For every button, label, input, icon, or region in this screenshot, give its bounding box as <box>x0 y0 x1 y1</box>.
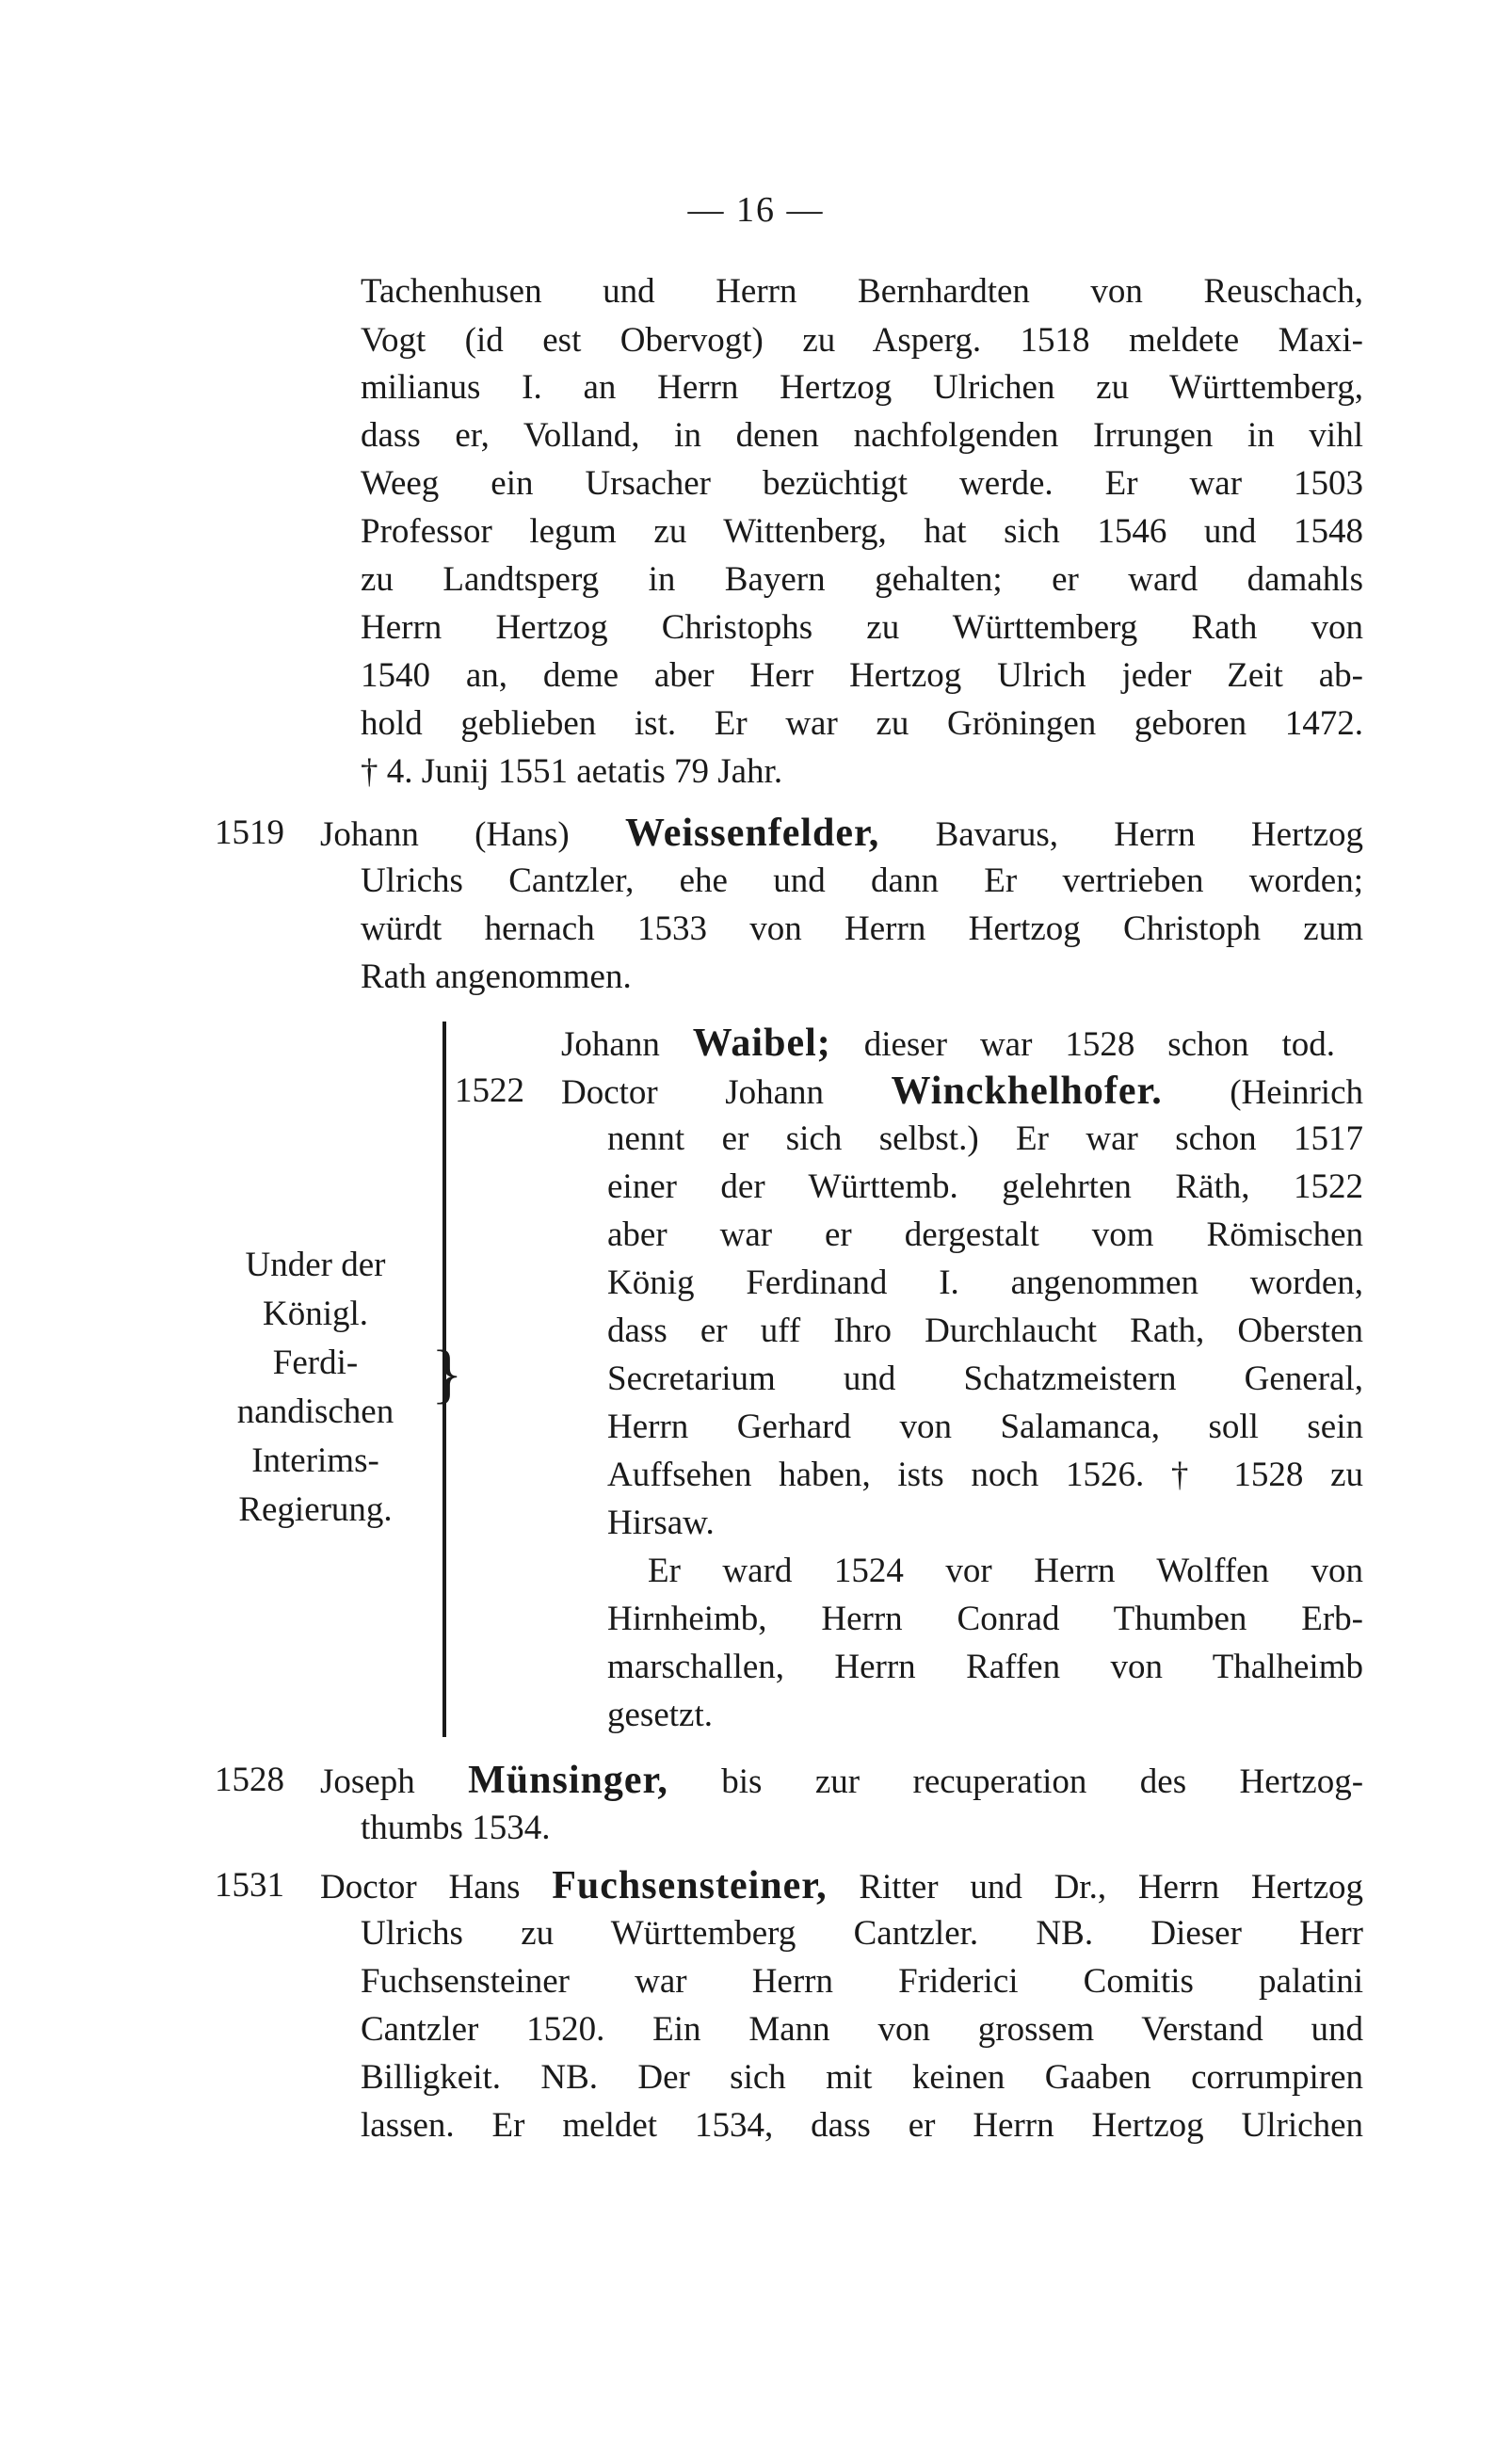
entry-post: (Heinrich <box>1230 1073 1364 1112</box>
text-line: Er ward 1524 vor Herrn Wolffen von <box>648 1552 1363 1590</box>
sidenote-line: Regierung. <box>238 1490 393 1529</box>
sidenote-line: Ferdi- <box>272 1344 359 1382</box>
text-line: thumbs 1534. <box>361 1809 551 1847</box>
entry-name: Waibel; <box>692 1022 831 1065</box>
entry-first-line <box>561 1068 1363 1117</box>
text-line: dass er uff Ihro Durchlaucht Rath, Obersten <box>607 1311 1363 1350</box>
entry-first-line <box>320 1757 1363 1806</box>
sidenote-line: Königl. <box>262 1295 369 1333</box>
text-line: gesetzt. <box>607 1696 713 1734</box>
text-line: 1540 an, deme aber Herr Hertzog Ulrich jeder Zeit ab- <box>361 656 1363 695</box>
text-line: aber war er dergestalt vom Römischen <box>607 1215 1363 1254</box>
text-line: nennt er sich selbst.) Er war schon 1517 <box>607 1119 1363 1158</box>
text-line: Cantzler 1520. Ein Mann von grossem Verstand und <box>361 2010 1363 2049</box>
entry-first-line <box>320 1862 1363 1911</box>
page-number: — 16 — <box>687 190 825 230</box>
entry-post: Ritter und Dr., Herrn Hertzog <box>859 1868 1364 1907</box>
text-line: zu Landtsperg in Bayern gehalten; er ward damahls <box>361 560 1363 599</box>
text-line: Herrn Hertzog Christophs zu Württemberg Rath von <box>361 608 1363 647</box>
text-line: lassen. Er meldet 1534, dass er Herrn Hertzog Ulrichen <box>361 2106 1363 2145</box>
text-line: Professor legum zu Wittenberg, hat sich 1546 und 1548 <box>361 512 1363 551</box>
text-line: Hirnheimb, Herrn Conrad Thumben Erb- <box>607 1600 1363 1638</box>
text-line: Weeg ein Ursacher bezüchtigt werde. Er war 1503 <box>361 464 1363 503</box>
text-line: Ulrichs zu Württemberg Cantzler. NB. Dieser Herr <box>361 1914 1363 1953</box>
text-line: † 4. Junij 1551 aetatis 79 Jahr. <box>361 752 783 791</box>
entry-post: bis zur recuperation des Hertzog- <box>721 1762 1364 1801</box>
sidenote-line: nandischen <box>236 1392 394 1431</box>
text-line: Auffsehen haben, ists noch 1526. † 1528 zu <box>607 1456 1363 1494</box>
entry-post: dieser war 1528 schon tod. <box>863 1025 1336 1064</box>
text-line: Fuchsensteiner war Herrn Friderici Comitis palatini <box>361 1962 1363 2001</box>
entry-pre: Doctor Hans <box>320 1868 521 1907</box>
entry-pre: Johann (Hans) <box>320 815 570 854</box>
text-line: einer der Württemb. gelehrten Räth, 1522 <box>607 1167 1363 1206</box>
entry-pre: Johann <box>561 1025 660 1064</box>
entry-first-line <box>561 1020 1335 1069</box>
text-line: Ulrichs Cantzler, ehe und dann Er vertrieben worden; <box>361 861 1363 900</box>
entry-pre: Doctor Johann <box>561 1073 825 1112</box>
entry-name: Fuchsensteiner, <box>552 1864 828 1907</box>
text-line: marschallen, Herrn Raffen von Thalheimb <box>607 1648 1363 1686</box>
entry-pre: Joseph <box>320 1762 415 1801</box>
entry-name: Münsinger, <box>468 1759 668 1802</box>
text-line: hold geblieben ist. Er war zu Gröningen geboren 1472. <box>361 704 1363 743</box>
entry-name: Winckhelhofer. <box>891 1070 1163 1113</box>
entry-name: Weissenfelder, <box>625 812 880 855</box>
entry-post: Bavarus, Herrn Hertzog <box>935 815 1364 854</box>
text-line: Billigkeit. NB. Der sich mit keinen Gaaben corrumpiren <box>361 2058 1363 2097</box>
entry-year: 1531 <box>215 1866 284 1905</box>
text-line: Tachenhusen und Herrn Bernhardten von Reuschach, <box>361 272 1363 311</box>
entry-year: 1519 <box>215 813 284 852</box>
text-line: Secretarium und Schatzmeistern General, <box>607 1360 1363 1398</box>
entry-year: 1528 <box>215 1761 284 1799</box>
text-line: milianus I. an Herrn Hertzog Ulrichen zu Württemberg, <box>361 368 1363 407</box>
text-line: König Ferdinand I. angenommen worden, <box>607 1263 1363 1302</box>
text-line: Herrn Gerhard von Salamanca, soll sein <box>607 1408 1363 1446</box>
entry-first-line <box>320 810 1363 859</box>
entry-year: 1522 <box>455 1071 524 1110</box>
sidenote-line: Interims- <box>251 1441 379 1480</box>
text-line: Hirsaw. <box>607 1504 715 1542</box>
text-line: Vogt (id est Obervogt) zu Asperg. 1518 meldete Maxi- <box>361 321 1363 360</box>
text-line: dass er, Volland, in denen nachfolgenden Irrungen in vihl <box>361 416 1363 455</box>
brace-mark: } <box>431 1338 463 1410</box>
text-line: würdt hernach 1533 von Herrn Hertzog Christoph zum <box>361 909 1363 948</box>
sidenote-line: Under der <box>245 1246 386 1284</box>
text-line: Rath angenommen. <box>361 957 632 996</box>
